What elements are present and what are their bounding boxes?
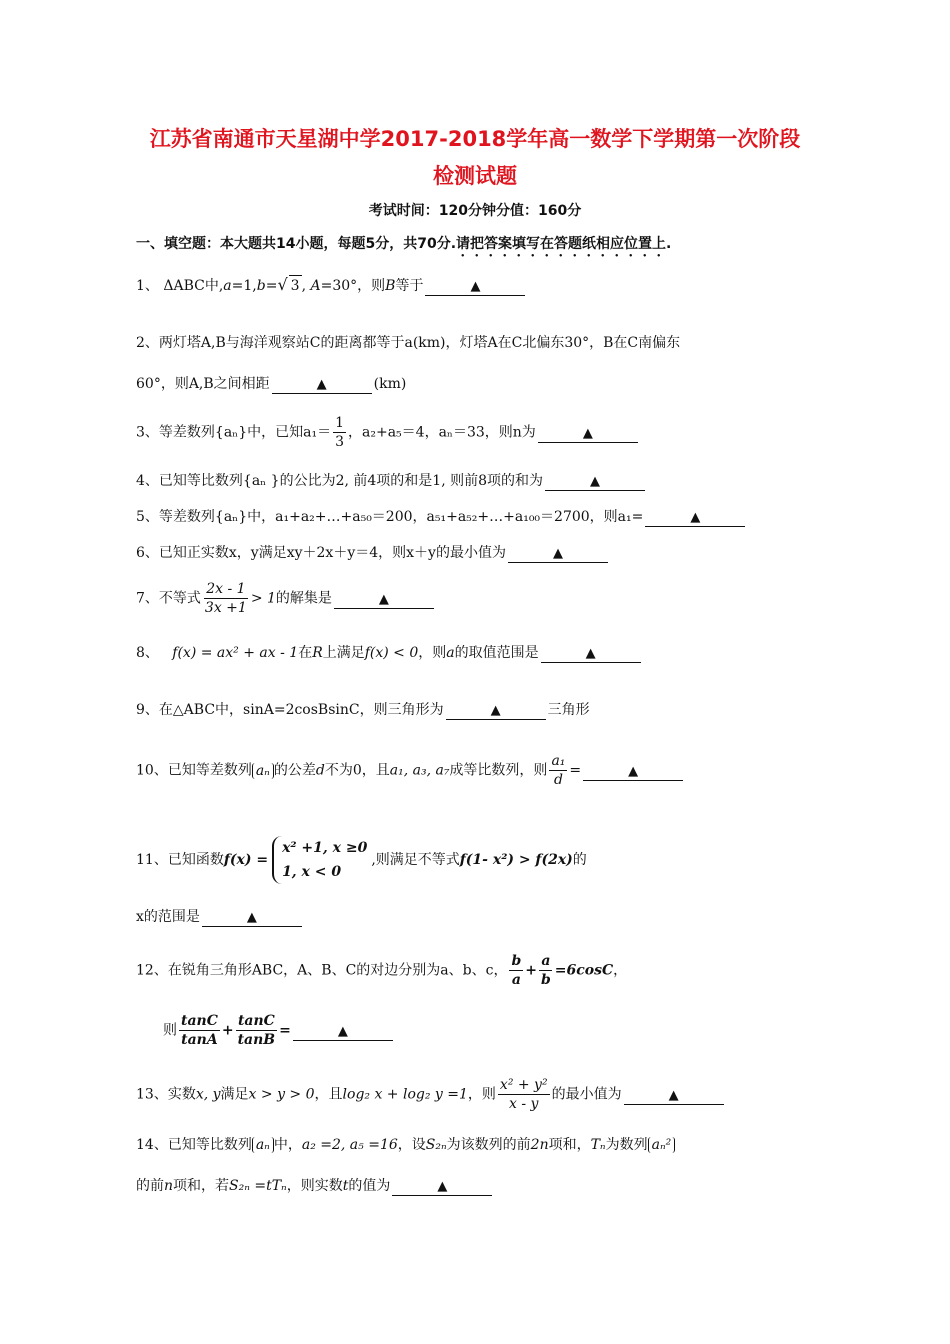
q14-S2n: S₂ₙ [425, 1137, 447, 1153]
q11-fx: f(x) = [223, 852, 269, 868]
q8-mid2: 上满足 [322, 645, 365, 661]
q14-mid5: 为数列 [605, 1137, 648, 1153]
q10-mid3: 成等比数列，则 [449, 762, 548, 779]
answer-blank-3: ▲ [538, 426, 638, 443]
q11-line2: x的范围是 [136, 909, 200, 925]
instruction-plain: 一、填空题：本大题共14小题，每题5分，共70分. [136, 236, 457, 252]
q11-post: 的 [572, 852, 587, 868]
q12-frac4: $\frac{\tan C}{\tan B}$ [237, 1013, 276, 1048]
q8-pre: 8、 [136, 645, 159, 661]
q1-b: b [256, 278, 266, 294]
q14-seq: aₙ [252, 1137, 274, 1153]
question-9 [136, 700, 826, 720]
q10-eq: = [569, 762, 582, 779]
q1-B: B [385, 278, 396, 294]
question-4 [136, 471, 826, 491]
answer-blank-14: ▲ [392, 1179, 492, 1196]
q13-cond1: x > y > 0 [248, 1086, 315, 1103]
q13-mid2: ，且 [314, 1086, 343, 1103]
q10-terms: a₁, a₃, a₇ [389, 762, 450, 779]
q1-eq2: = [265, 278, 278, 294]
answer-blank-2: ▲ [272, 377, 372, 394]
answer-blank-6: ▲ [508, 546, 608, 563]
q14-post: 的值为 [348, 1178, 391, 1194]
q7-fraction: $\frac{2x - 1}{3x +1}$ [204, 581, 247, 616]
question-6 [136, 543, 826, 563]
q12-eq: =6cosC [554, 962, 614, 979]
q13-cond2: log₂ x + log₂ y =1 [342, 1086, 468, 1103]
q12-plus2: + [221, 1022, 234, 1039]
question-7 [136, 580, 826, 617]
q3-post: ，a₂+a₅＝4，aₙ＝33，则n为 [348, 424, 536, 441]
answer-blank-10: ▲ [583, 764, 683, 781]
q12-line2-pre: 则 [163, 1022, 177, 1039]
question-5 [136, 507, 826, 527]
q14-line2-pre: 的前 [136, 1178, 164, 1194]
q10-mid1: 的公差 [273, 762, 316, 779]
q6-text: 6、已知正实数x，y满足xy＋2x＋y＝4，则x＋y的最小值为 [136, 545, 506, 561]
q12-comma: ， [613, 962, 628, 979]
answer-blank-9: ▲ [446, 703, 546, 720]
q14-mid2: ，设 [397, 1137, 426, 1153]
question-12 [136, 952, 826, 989]
question-14-line2 [136, 1176, 826, 1196]
q11-pre: 11、已知函数 [136, 852, 224, 868]
q11-piecewise: x² +1, x ≥0 1, x < 0 [272, 836, 367, 884]
q8-mid1: 在 [298, 645, 313, 661]
answer-blank-1: ▲ [425, 279, 525, 296]
q11-mid: ,则满足不等式 [371, 852, 460, 868]
q14-mid3: 为该数列的前 [446, 1137, 531, 1153]
q10-seq: aₙ [252, 763, 274, 779]
q1-radicand: 3 [289, 275, 302, 296]
q14-mid1: 中， [273, 1137, 302, 1153]
instruction-end: . [666, 236, 672, 252]
q3-pre: 3、等差数列{aₙ}中，已知a₁＝ [136, 424, 332, 441]
answer-blank-11: ▲ [202, 910, 302, 927]
question-11-line2 [136, 907, 826, 927]
exam-title-line1: 江苏省南通市天星湖中学2017-2018学年高一数学下学期第一次阶段 [149, 127, 801, 151]
q14-Tn: Tₙ [590, 1137, 606, 1153]
q14-seq2: aₙ² [648, 1137, 676, 1153]
q13-mid3: ，则 [467, 1086, 496, 1103]
q2-line2-post: (km) [373, 376, 407, 392]
q1-post: 等于 [395, 278, 424, 294]
q7-rel: > 1 [250, 590, 276, 607]
exam-info: 考试时间：120分钟分值：160分 [368, 203, 582, 219]
q7-pre: 7、不等式 [136, 590, 201, 607]
answer-blank-4: ▲ [545, 474, 645, 491]
q12-line1: 12、在锐角三角形ABC，A、B、C的对边分别为a、b、c， [136, 962, 508, 979]
q10-d: d [315, 762, 325, 779]
question-13 [136, 1076, 826, 1113]
q13-post: 的最小值为 [551, 1086, 622, 1103]
section-instruction [136, 233, 836, 260]
q12-frac2: $\frac{a}{b}$ [540, 953, 551, 988]
q14-rel: S₂ₙ =tTₙ [229, 1178, 287, 1194]
q11-ineq: f(1- x²) > f(2x) [459, 852, 573, 868]
answer-blank-7: ▲ [334, 592, 434, 609]
q4-text: 4、已知等比数列{aₙ }的公比为2, 前4项的和是1, 则前8项的和为 [136, 473, 544, 489]
q1-pre: 1、 ΔABC中, [136, 278, 224, 294]
q1-A: A [310, 278, 321, 294]
q14-t: t [342, 1178, 349, 1194]
question-3 [136, 414, 826, 451]
question-14 [136, 1135, 826, 1155]
question-1: 1、 ΔABC中,a=1,b=√ 3 , A=30°，则B等于 ▲ [136, 275, 826, 296]
q3-fraction: $\frac{1}{3}$ [335, 415, 345, 450]
q10-fraction: $\frac{\text{a₁}}{d}$ [551, 753, 566, 788]
answer-blank-13: ▲ [624, 1088, 724, 1105]
q14-pre: 14、已知等比数列 [136, 1137, 252, 1153]
q14-n: n [164, 1178, 174, 1194]
q14-vals: a₂ =2, a₅ =16 [301, 1137, 398, 1153]
q14-mid4: 项和， [548, 1137, 591, 1153]
q8-R: R [312, 645, 323, 661]
q14-mid7: ，则实数 [286, 1178, 343, 1194]
question-2-line2 [136, 374, 826, 394]
instruction-dotted: 请把答案填写在答题纸相应位置上 [456, 236, 667, 252]
q9-post: 三角形 [547, 702, 590, 718]
q14-mid6: 项和，若 [173, 1178, 230, 1194]
exam-title-line2: 检测试题 [433, 164, 517, 188]
q13-fraction: $\frac{\text{x² + y²}}{x - y}$ [499, 1077, 548, 1112]
q1-eq1: =1, [231, 278, 257, 294]
q8-cond: f(x) < 0 [364, 645, 419, 661]
q10-mid2: 不为0，且 [324, 762, 390, 779]
q8-mid3: ，则 [418, 645, 447, 661]
q8-post: 的取值范围是 [454, 645, 539, 661]
q12-frac3: $\frac{\tan C}{\tan A}$ [181, 1013, 218, 1048]
q13-xy: x, y [195, 1086, 221, 1103]
q8-expr: f(x) = ax² + ax - 1 [172, 645, 299, 661]
question-11 [136, 836, 826, 884]
q2-line2-pre: 60°，则A,B之间相距 [136, 376, 270, 392]
q12-plus: + [525, 962, 537, 979]
question-2 [136, 333, 826, 353]
q1-eq3: =30°，则 [320, 278, 386, 294]
question-10 [136, 752, 826, 789]
question-12-line2 [163, 1012, 853, 1049]
answer-blank-8: ▲ [541, 646, 641, 663]
q7-post: 的解集是 [275, 590, 332, 607]
q1-mid: , [301, 278, 311, 294]
q1-a: a [223, 278, 232, 294]
question-8 [136, 643, 826, 663]
q12-frac1: $\frac{b}{a}$ [511, 953, 522, 988]
answer-blank-12: ▲ [293, 1024, 393, 1041]
q2-line1: 2、两灯塔A,B与海洋观察站C的距离都等于a(km)，灯塔A在C北偏东30°，B在C南偏东 [136, 335, 681, 351]
q9-pre: 9、在△ABC中，sinA=2cosBsinC，则三角形为 [136, 702, 444, 718]
q13-pre: 13、实数 [136, 1086, 196, 1103]
q5-text: 5、等差数列{aₙ}中，a₁+a₂+…+a₅₀＝200，a₅₁+a₅₂+…+a₁₀₀＝2700，则a₁= [136, 509, 644, 525]
q8-a: a [446, 645, 455, 661]
q14-2n: 2n [530, 1137, 549, 1153]
answer-blank-5: ▲ [645, 510, 745, 527]
q12-eq2: = [279, 1022, 291, 1039]
q13-mid1: 满足 [220, 1086, 249, 1103]
q10-pre: 10、已知等差数列 [136, 762, 252, 779]
